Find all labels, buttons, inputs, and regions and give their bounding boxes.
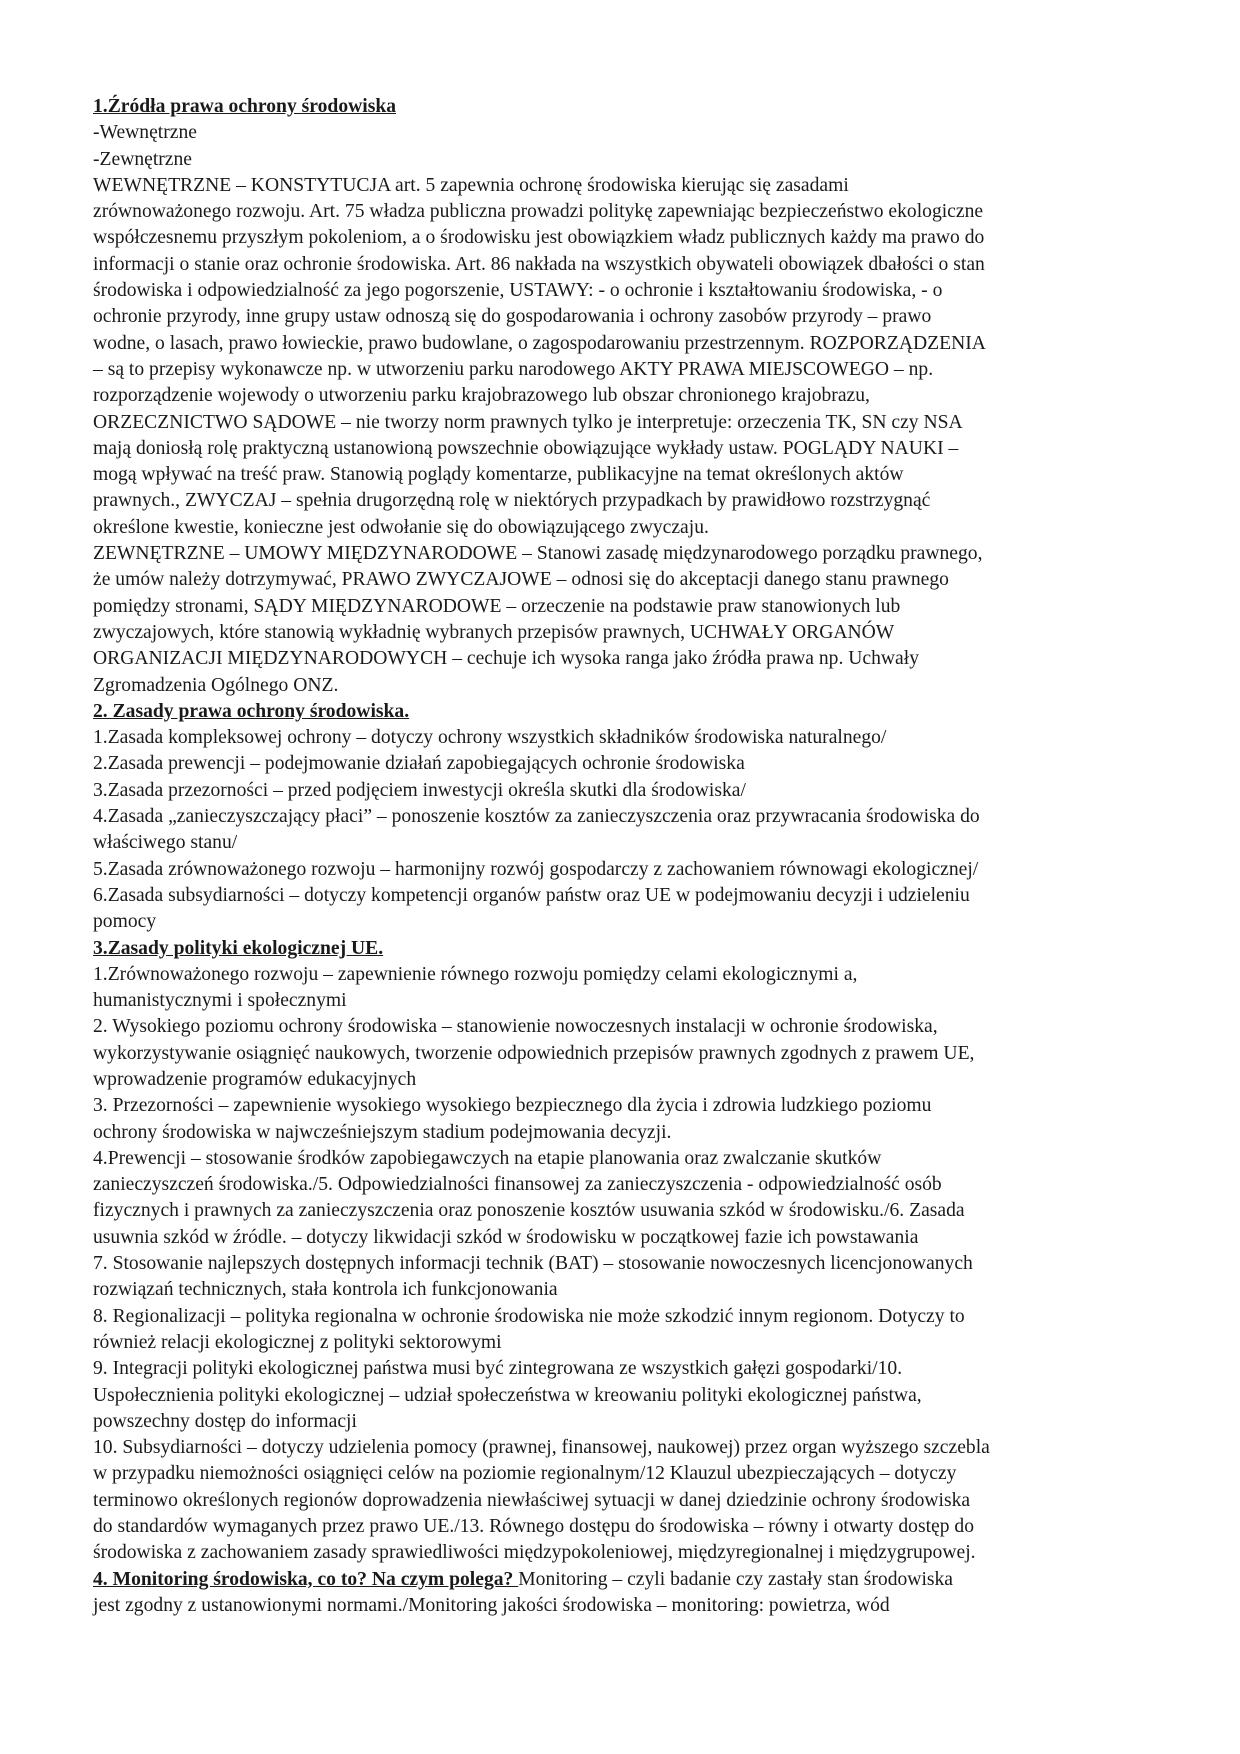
section-1-line: pomiędzy stronami, SĄDY MIĘDZYNARODOWE – orzeczenie na podstawie praw stanowionych lub bbox=[93, 595, 901, 617]
section-1-line: WEWNĘTRZNE – KONSTYTUCJA art. 5 zapewnia ochronę środowiska kierując się zasadami bbox=[93, 174, 849, 196]
section-2-line: 6.Zasada subsydiarności – dotyczy kompetencji organów państw oraz UE w podejmowaniu decyzji i udzieleniu bbox=[93, 884, 970, 906]
section-3-line: 7. Stosowanie najlepszych dostępnych informacji technik (BAT) – stosowanie nowoczesnych licencjonowanych bbox=[93, 1253, 973, 1275]
section-3-line: terminowo określonych regionów doprowadzenia niewłaściwej sytuacji w danej dziedzinie ochrony środowiska bbox=[93, 1489, 971, 1511]
section-3-line: 9. Integracji polityki ekologicznej państwa musi być zintegrowana ze wszystkich gałęzi gospodarki/10. bbox=[93, 1358, 903, 1380]
section-1-line: określone kwestie, konieczne jest odwołanie się do obowiązującego zwyczaju. bbox=[93, 516, 709, 538]
section-2-line: 5.Zasada zrównoważonego rozwoju – harmonijny rozwój gospodarczy z zachowaniem równowagi ekologicznej/ bbox=[93, 858, 979, 880]
section-3-line: rozwiązań technicznych, stała kontrola ich funkcjonowania bbox=[93, 1279, 558, 1301]
section-3-line: 10. Subsydiarności – dotyczy udzielenia pomocy (prawnej, finansowej, naukowej) przez organ wyższego szczebla bbox=[93, 1437, 990, 1459]
section-2-line: 2.Zasada prewencji – podejmowanie działań zapobiegających ochronie środowiska bbox=[93, 753, 745, 775]
section-1-line: ORZECZNICTWO SĄDOWE – nie tworzy norm prawnych tylko je interpretuje: orzeczenia TK, SN czy NSA bbox=[93, 411, 963, 433]
section-3-line: usuwnia szkód w źródle. – dotyczy likwidacji szkód w środowisku w początkowej fazie ich powstawania bbox=[93, 1226, 919, 1248]
section-2-line: pomocy bbox=[93, 911, 157, 933]
section-3-line: fizycznych i prawnych za zanieczyszczenia oraz ponoszenie kosztów usuwania szkód w środowisku./6. Zasada bbox=[93, 1200, 965, 1222]
section-1-line: prawnych., ZWYCZAJ – spełnia drugorzędną rolę w niektórych przypadkach by prawidłowo rozstrzygnąć bbox=[93, 490, 931, 512]
section-2-line: 1.Zasada kompleksowej ochrony – dotyczy ochrony wszystkich składników środowiska naturalnego/ bbox=[93, 727, 887, 749]
section-3-line: humanistycznymi i społecznymi bbox=[93, 990, 347, 1012]
section-3-line: powszechny dostęp do informacji bbox=[93, 1410, 357, 1432]
section-2-heading: 2. Zasady prawa ochrony środowiska. bbox=[93, 700, 410, 722]
section-1-line: mogą wpływać na treść praw. Stanowią poglądy komentarze, publikacyjne na temat określonych aktów bbox=[93, 464, 904, 486]
section-3-heading: 3.Zasady polityki ekologicznej UE. bbox=[93, 937, 384, 959]
section-3-line: 8. Regionalizacji – polityka regionalna w ochronie środowiska nie może szkodzić innym regionom. Dotyczy to bbox=[93, 1305, 965, 1327]
section-4-heading: 4. Monitoring środowiska, co to? Na czym polega? bbox=[93, 1568, 519, 1590]
section-3-line: wprowadzenie programów edukacyjnych bbox=[93, 1068, 417, 1090]
section-3-line: w przypadku niemożności osiągnięci celów na poziomie regionalnym/12 Klauzul ubezpieczających – dotyczy bbox=[93, 1463, 957, 1485]
section-1-line: Zgromadzenia Ogólnego ONZ. bbox=[93, 674, 339, 696]
section-1-line: rozporządzenie wojewody o utworzeniu parku krajobrazowego lub obszar chronionego krajobrazu, bbox=[93, 385, 870, 407]
section-1-line: że umów należy dotrzymywać, PRAWO ZWYCZAJOWE – odnosi się do akceptacji danego stanu prawnego bbox=[93, 569, 949, 591]
section-2-line: 3.Zasada przezorności – przed podjęciem inwestycji określa skutki dla środowiska/ bbox=[93, 779, 746, 801]
section-1-line: -Wewnętrzne bbox=[93, 122, 197, 144]
section-1-line: informacji o stanie oraz ochronie środowiska. Art. 86 nakłada na wszystkich obywateli obowiązek dbałości o stan bbox=[93, 253, 985, 275]
section-1-body bbox=[93, 120, 1145, 699]
section-3-line: również relacji ekologicznej z polityki sektorowymi bbox=[93, 1331, 502, 1353]
section-3-line: środowiska z zachowaniem zasady sprawiedliwości międzypokoleniowej, międzyregionalnej i międzygrupowej. bbox=[93, 1542, 976, 1564]
section-3-line: do standardów wymaganych przez prawo UE./13. Równego dostępu do środowiska – równy i otwarty dostęp do bbox=[93, 1516, 975, 1538]
section-3-line: ochrony środowiska w najwcześniejszym stadium podejmowania decyzji. bbox=[93, 1121, 672, 1143]
document-page bbox=[93, 94, 1145, 1619]
section-3-body bbox=[93, 962, 1145, 1567]
section-2-line: 4.Zasada „zanieczyszczający płaci” – ponoszenie kosztów za zanieczyszczenia oraz przywracania środowiska do bbox=[93, 806, 980, 828]
section-1-line: mają doniosłą rolę praktyczną ustanowioną powszechnie obowiązujące wykłady ustaw. POGLĄDY NAUKI – bbox=[93, 437, 959, 459]
section-1-line: ZEWNĘTRZNE – UMOWY MIĘDZYNARODOWE – Stanowi zasadę międzynarodowego porządku prawnego, bbox=[93, 543, 983, 565]
section-3-line: 1.Zrównoważonego rozwoju – zapewnienie równego rozwoju pomiędzy celami ekologicznymi a, bbox=[93, 963, 858, 985]
section-3-line: wykorzystywanie osiągnięć naukowych, tworzenie odpowiednich przepisów prawnych zgodnych z prawem UE, bbox=[93, 1042, 975, 1064]
section-1-heading: 1.Źródła prawa ochrony środowiska bbox=[93, 96, 397, 117]
section-3-line: 3. Przezorności – zapewnienie wysokiego wysokiego bezpiecznego dla życia i zdrowia ludzkiego poziomu bbox=[93, 1095, 932, 1117]
section-2-line: właściwego stanu/ bbox=[93, 832, 238, 854]
section-1-line: wodne, o lasach, prawo łowieckie, prawo budowlane, o zagospodarowaniu przestrzennym. ROZPORZĄDZENIA bbox=[93, 332, 986, 354]
section-1-line: ochronie przyrody, inne grupy ustaw odnoszą się do gospodarowania i ochrony zasobów przyrody – prawo bbox=[93, 306, 932, 328]
section-2-body bbox=[93, 725, 1145, 935]
section-4-body bbox=[93, 1593, 1145, 1619]
section-4-heading-line bbox=[93, 1567, 1145, 1593]
section-1-line: -Zewnętrzne bbox=[93, 148, 192, 170]
section-1-line: współczesnemu przyszłym pokoleniom, a o środowisku jest obowiązkiem władz publicznych każdy ma prawo do bbox=[93, 227, 985, 249]
section-4-heading-tail: Monitoring – czyli badanie czy zastały stan środowiska bbox=[518, 1568, 954, 1590]
section-1-line: środowiska i odpowiedzialność za jego pogorszenie, USTAWY: - o ochronie i kształtowaniu środowiska, - o bbox=[93, 280, 943, 302]
section-1-line: zwyczajowych, które stanowią wykładnię wybranych przepisów prawnych, UCHWAŁY ORGANÓW bbox=[93, 621, 895, 643]
section-1-line: – są to przepisy wykonawcze np. w utworzeniu parku narodowego AKTY PRAWA MIEJSCOWEGO – np. bbox=[93, 358, 934, 380]
section-3-line: 4.Prewencji – stosowanie środków zapobiegawczych na etapie planowania oraz zwalczanie skutków bbox=[93, 1147, 882, 1169]
section-3-line: 2. Wysokiego poziomu ochrony środowiska – stanowienie nowoczesnych instalacji w ochronie środowiska, bbox=[93, 1016, 938, 1038]
section-3-line: Uspołecznienia polityki ekologicznej – udział społeczeństwa w kreowaniu polityki ekologicznej państwa, bbox=[93, 1384, 922, 1406]
section-1-line: ORGANIZACJI MIĘDZYNARODOWYCH – cechuje ich wysoka ranga jako źródła prawa np. Uchwały bbox=[93, 648, 919, 670]
section-3-line: zanieczyszczeń środowiska./5. Odpowiedzialności finansowej za zanieczyszczenia - odpowiedzialność osób bbox=[93, 1174, 942, 1196]
section-4-line: jest zgodny z ustanowionymi normami./Monitoring jakości środowiska – monitoring: powietrza, wód bbox=[93, 1594, 890, 1616]
section-1-line: zrównoważonego rozwoju. Art. 75 władza publiczna prowadzi politykę zapewniając bezpieczeństwo ekologiczne bbox=[93, 201, 984, 223]
